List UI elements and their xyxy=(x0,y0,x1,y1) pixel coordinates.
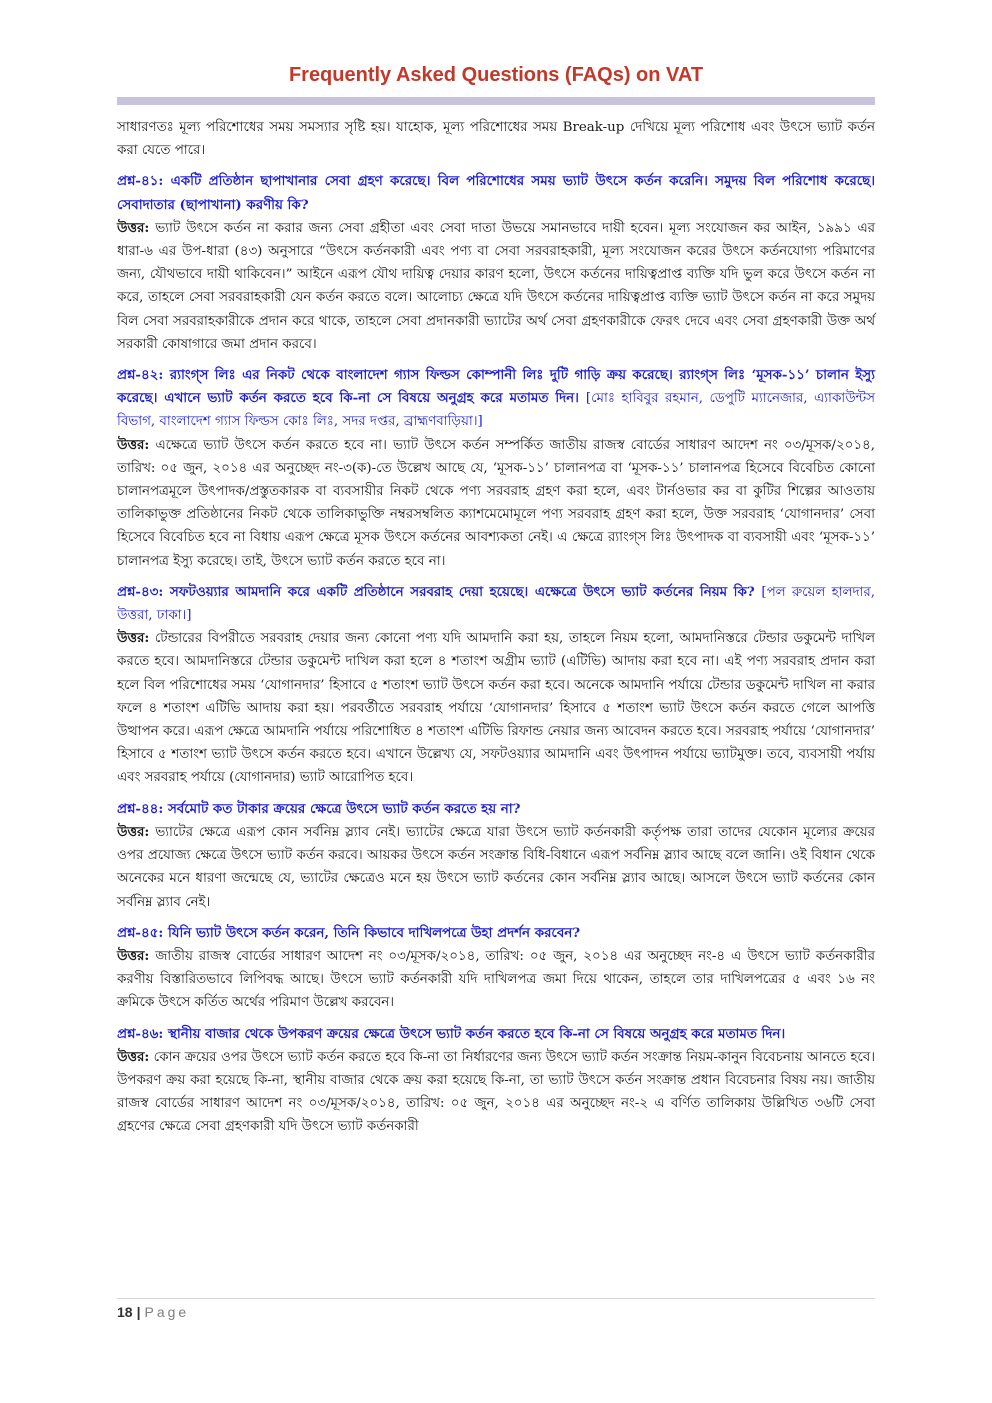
question-text: প্রশ্ন-৪৬: স্থানীয় বাজার থেকে উপকরণ ক্রয়ের ক্ষেত্রে উৎসে ভ্যাট কর্তন করতে হবে কি-না সে বিষয়ে অনুগ্রহ করে মতামত দিন। xyxy=(117,1025,786,1042)
answer-text: ভ্যাট উৎসে কর্তন না করার জন্য সেবা গ্রহীতা এবং সেবা দাতা উভয়ে সমানভাবে দায়ী হবেন। মূল্য সংযোজন কর আইন, ১৯৯১ এর ধারা-৬ এর উপ-ধারা (৪৩) অনুসারে “উৎসে কর্তনকারী এবং পণ্য বা সেবা সরবরাহকারী, মূল্য সংযোজন করের উৎসে কর্তনযোগ্য পরিমাণের জন্য, যৌথভাবে দায়ী থাকিবেন।” আইনে এরূপ যৌথ দায়িত্ব দেয়ার কারণ হলো, উৎসে কর্তনের দায়িত্বপ্রাপ্ত ব্যক্তি যদি ভুল করে উৎসে কর্তন না করে, তাহলে সেবা সরবরাহকারী যেন কর্তন করতে বলে। আলোচ্য ক্ষেত্রে যদি উৎসে কর্তনের দায়িত্বপ্রাপ্ত ব্যক্তি ভ্যাট উৎসে কর্তন না করে সমুদয় বিল সেবা সরবরাহকারীকে প্রদান করে থাকে, তাহলে সেবা প্রদানকারী ভ্যাটের অর্থ সেবা গ্রহণকারীকে ফেরৎ দেবে এবং সেবা গ্রহণকারী উক্ত অর্থ সরকারী কোষাগারে জমা প্রদান করবে। xyxy=(117,220,875,352)
faq-answer xyxy=(117,1046,875,1139)
answer-text: জাতীয় রাজস্ব বোর্ডের সাধারণ আদেশ নং ০৩/মূসক/২০১৪, তারিখ: ০৫ জুন, ২০১৪ এর অনুচ্ছেদ নং-৪ এ উৎসে ভ্যাট কর্তনকারীর করণীয় বিস্তারিতভাবে লিপিবদ্ধ আছে। উৎসে ভ্যাট কর্তনকারী যদি দাখিলপত্র জমা দিয়ে থাকেন, তাহলে তার দাখিলপত্রের ৫ এবং ১৬ নং ক্রমিকে উৎসে কর্তিত অর্থের পরিমাণ উল্লেখ করবেন। xyxy=(117,948,875,1011)
faq-question xyxy=(117,364,875,434)
answer-text: এক্ষেত্রে ভ্যাট উৎসে কর্তন করতে হবে না। ভ্যাট উৎসে কর্তন সম্পর্কিত জাতীয় রাজস্ব বোর্ডের সাধারণ আদেশ নং ০৩/মূসক/২০১৪, তারিখ: ০৫ জুন, ২০১৪ এর অনুচ্ছেদ নং-৩(ক)-তে উল্লেখ আছে যে, ‘মূসক-১১’ চালানপত্র বা ‘মূসক-১১’ চালানপত্র হিসেবে বিবেচিত কোনো চালানপত্রমূলে উৎপাদক/প্রস্তুতকারক বা ব্যবসায়ীর নিকট থেকে পণ্য সরবরাহ গ্রহণ করা হলে, এবং টার্নওভার কর বা কুটির শিল্পের আওতায় তালিকাভুক্ত প্রতিষ্ঠানের নিকট থেকে তালিকাভুক্তি নম্বরসম্বলিত ক্যাশমেমোমূলে পণ্য সরবরাহ গ্রহণ করা হলে, উক্ত সরবরাহ ‘যোগানদার’ সেবা হিসেবে বিবেচিত হবে না বিধায় এরূপ ক্ষেত্রে মূসক উৎসে কর্তনের আবশ্যকতা নেই। এ ক্ষেত্রে র‌্যাংগ্স লিঃ উৎপাদক বা ব্যবসায়ী এবং ‘মূসক-১১’ চালানপত্র ইস্যু করেছে। তাই, উৎসে ভ্যাট কর্তন করতে হবে না। xyxy=(117,437,875,569)
faq-item-42 xyxy=(117,364,875,573)
answer-label: উত্তর: xyxy=(117,630,150,647)
faq-item-45 xyxy=(117,922,875,1015)
faq-answer xyxy=(117,217,875,356)
page-header-title: Frequently Asked Questions (FAQs) on VAT xyxy=(288,64,704,86)
question-text: প্রশ্ন-৪৩: সফটওয়্যার আমদানি করে একটি প্রতিষ্ঠানে সরবরাহ দেয়া হয়েছে। এক্ষেত্রে উৎসে ভ্যাট কর্তনের নিয়ম কি? xyxy=(117,583,755,600)
faq-item-41 xyxy=(117,170,875,356)
header-divider xyxy=(117,97,875,105)
answer-label: উত্তর: xyxy=(117,947,150,964)
question-text: প্রশ্ন-৪৫: যিনি ভ্যাট উৎসে কর্তন করেন, তিনি কিভাবে দাখিলপত্রে উহা প্রদর্শন করবেন? xyxy=(117,924,581,941)
faq-question xyxy=(117,581,875,627)
page-word: Page xyxy=(144,1304,190,1320)
document-body xyxy=(117,116,875,1147)
question-text: প্রশ্ন-৪৪: সর্বমোট কত টাকার ক্রয়ের ক্ষেত্রে উৎসে ভ্যাট কর্তন করতে হয় না? xyxy=(117,800,521,817)
faq-question xyxy=(117,170,875,216)
footer-separator: | xyxy=(136,1304,141,1320)
faq-item-46 xyxy=(117,1023,875,1139)
intro-paragraph: সাধারণতঃ মূল্য পরিশোধের সময় সমস্যার সৃষ্টি হয়। যাহোক, মূল্য পরিশোধের সময় Break-up দেখিয়ে মূল্য পরিশোধ এবং উৎসে ভ্যাট কর্তন করা যেতে পারে। xyxy=(117,120,875,159)
answer-text: ভ্যাটের ক্ষেত্রে এরূপ কোন সর্বনিম্ন স্ল্যাব নেই। ভ্যাটের ক্ষেত্রে যারা উৎসে ভ্যাট কর্তনকারী কর্তৃপক্ষ তারা তাদের যেকোন মূল্যের ক্রয়ের ওপর প্রযোজ্য ক্ষেত্রে উৎসে ভ্যাট কর্তন করবে। আয়কর উৎসে কর্তন সংক্রান্ত বিধি-বিধানে এরূপ সর্বনিম্ন স্ল্যাব আছে বলে জানি। ওই বিধান থেকে অনেকের মনে ধারণা জন্মেছে যে, ভ্যাটের ক্ষেত্রেও মনে হয় উৎসে ভ্যাট কর্তনের কোন সর্বনিম্ন স্ল্যাব আছে। আসলে উৎসে ভ্যাট কর্তনের কোন সর্বনিম্ন স্ল্যাব নেই। xyxy=(117,824,875,910)
page-footer xyxy=(117,1304,189,1320)
page-number: 18 xyxy=(117,1304,133,1320)
faq-answer xyxy=(117,434,875,573)
faq-question xyxy=(117,1023,875,1046)
question-asker: [পল রুয়েল হালদার, উত্তরা, ঢাকা।] xyxy=(117,584,876,624)
question-text: প্রশ্ন-৪২: র‌্যাংগ্স লিঃ এর নিকট থেকে বাংলাদেশ গ্যাস ফিল্ডস কোম্পানী লিঃ দুটি গাড়ি ক্রয় করেছে। র‌্যাংগ্স লিঃ ‘মূসক-১১’ চালান ইস্যু করেছে। এখানে ভ্যাট কর্তন করতে হবে কি-না সে বিষয়ে অনুগ্রহ করে মতামত দিন। xyxy=(117,367,875,407)
answer-text: টেন্ডারের বিপরীতে সরবরাহ দেয়ার জন্য কোনো পণ্য যদি আমদানি করা হয়, তাহলে নিয়ম হলো, আমদানিস্তরে টেন্ডার ডকুমেন্ট দাখিল করতে হবে। আমদানিস্তরে টেন্ডার ডকুমেন্ট দাখিল করা হলে ৪ শতাংশ অগ্রীম ভ্যাট (এটিভি) আদায় করা হবে না। এই পণ্য সরবরাহ প্রদান করা হলে বিল পরিশোধের সময় ‘যোগানদার’ হিসাবে ৫ শতাংশ ভ্যাট উৎসে কর্তন করা হবে। অনেকে আমদানি পর্যায়ে টেন্ডার ডকুমেন্ট দাখিল না করার ফলে ৪ শতাংশ এটিভি আদায় করা হয়। পরবর্তীতে সরবরাহ পর্যায়ে ‘যোগানদার’ হিসাবে ৫ শতাংশ ভ্যাট উৎসে কর্তন করতে গেলে আপত্তি উত্থাপন করে। এরূপ ক্ষেত্রে আমদানি পর্যায়ে পরিশোধিত ৪ শতাংশ এটিভি রিফান্ড নেয়ার জন্য আবেদন করতে হবে। সরবরাহ পর্যায়ে ‘যোগানদার’ হিসাবে ৫ শতাংশ ভ্যাট উৎসে কর্তন করতে হবে। এখানে উল্লেখ্য যে, সফটওয়্যার আমদানি এবং উৎপাদন পর্যায়ে ভ্যাটমুক্ত। তবে, ব্যবসায়ী পর্যায় এবং সরবরাহ পর্যায়ে (যোগানদার) ভ্যাট আরোপিত হবে। xyxy=(117,631,875,786)
faq-item-43 xyxy=(117,581,875,790)
answer-label: উত্তর: xyxy=(117,436,150,453)
answer-label: উত্তর: xyxy=(117,1048,150,1065)
footer-divider xyxy=(117,1298,875,1299)
question-text: প্রশ্ন-৪১: একটি প্রতিষ্ঠান ছাপাখানার সেবা গ্রহণ করেছে। বিল পরিশোধের সময় ভ্যাট উৎসে কর্তন করেনি। সমুদয় বিল পরিশোধ করেছে। সেবাদাতার (ছাপাখানা) করণীয় কি? xyxy=(117,173,875,213)
answer-label: উত্তর: xyxy=(117,219,150,236)
faq-answer xyxy=(117,821,875,914)
answer-text: কোন ক্রয়ের ওপর উৎসে ভ্যাট কর্তন করতে হবে কি-না তা নির্ধারণের জন্য উৎসে ভ্যাট কর্তন সংক্রান্ত নিয়ম-কানুন বিবেচনায় আনতে হবে। উপকরণ ক্রয় করা হয়েছে কি-না, স্থানীয় বাজার থেকে ক্রয় করা হয়েছে কি-না, তা ভ্যাট উৎসে কর্তন সংক্রান্ত প্রধান বিবেচনার বিষয় নয়। জাতীয় রাজস্ব বোর্ডের সাধারণ আদেশ নং ০৩/মূসক/২০১৪, তারিখ: ০৫ জুন, ২০১৪ এর অনুচ্ছেদ নং-২ এ বর্ণিত তালিকায় উল্লিখিত ৩৬টি সেবা গ্রহণের ক্ষেত্রে সেবা গ্রহণকারী যদি উৎসে ভ্যাট কর্তনকারী xyxy=(117,1049,875,1135)
faq-question xyxy=(117,798,875,821)
faq-item-44 xyxy=(117,798,875,914)
question-asker: [মোঃ হাবিবুর রহমান, ডেপুটি ম্যানেজার, এ্যাকাউন্টস বিভাগ, বাংলাদেশ গ্যাস ফিল্ডস কোঃ লিঃ, সদর দপ্তর, ব্রাহ্মণবাড়িয়া।] xyxy=(117,391,876,430)
faq-question xyxy=(117,922,875,945)
answer-label: উত্তর: xyxy=(117,823,150,840)
faq-answer xyxy=(117,627,875,789)
faq-answer xyxy=(117,945,875,1015)
